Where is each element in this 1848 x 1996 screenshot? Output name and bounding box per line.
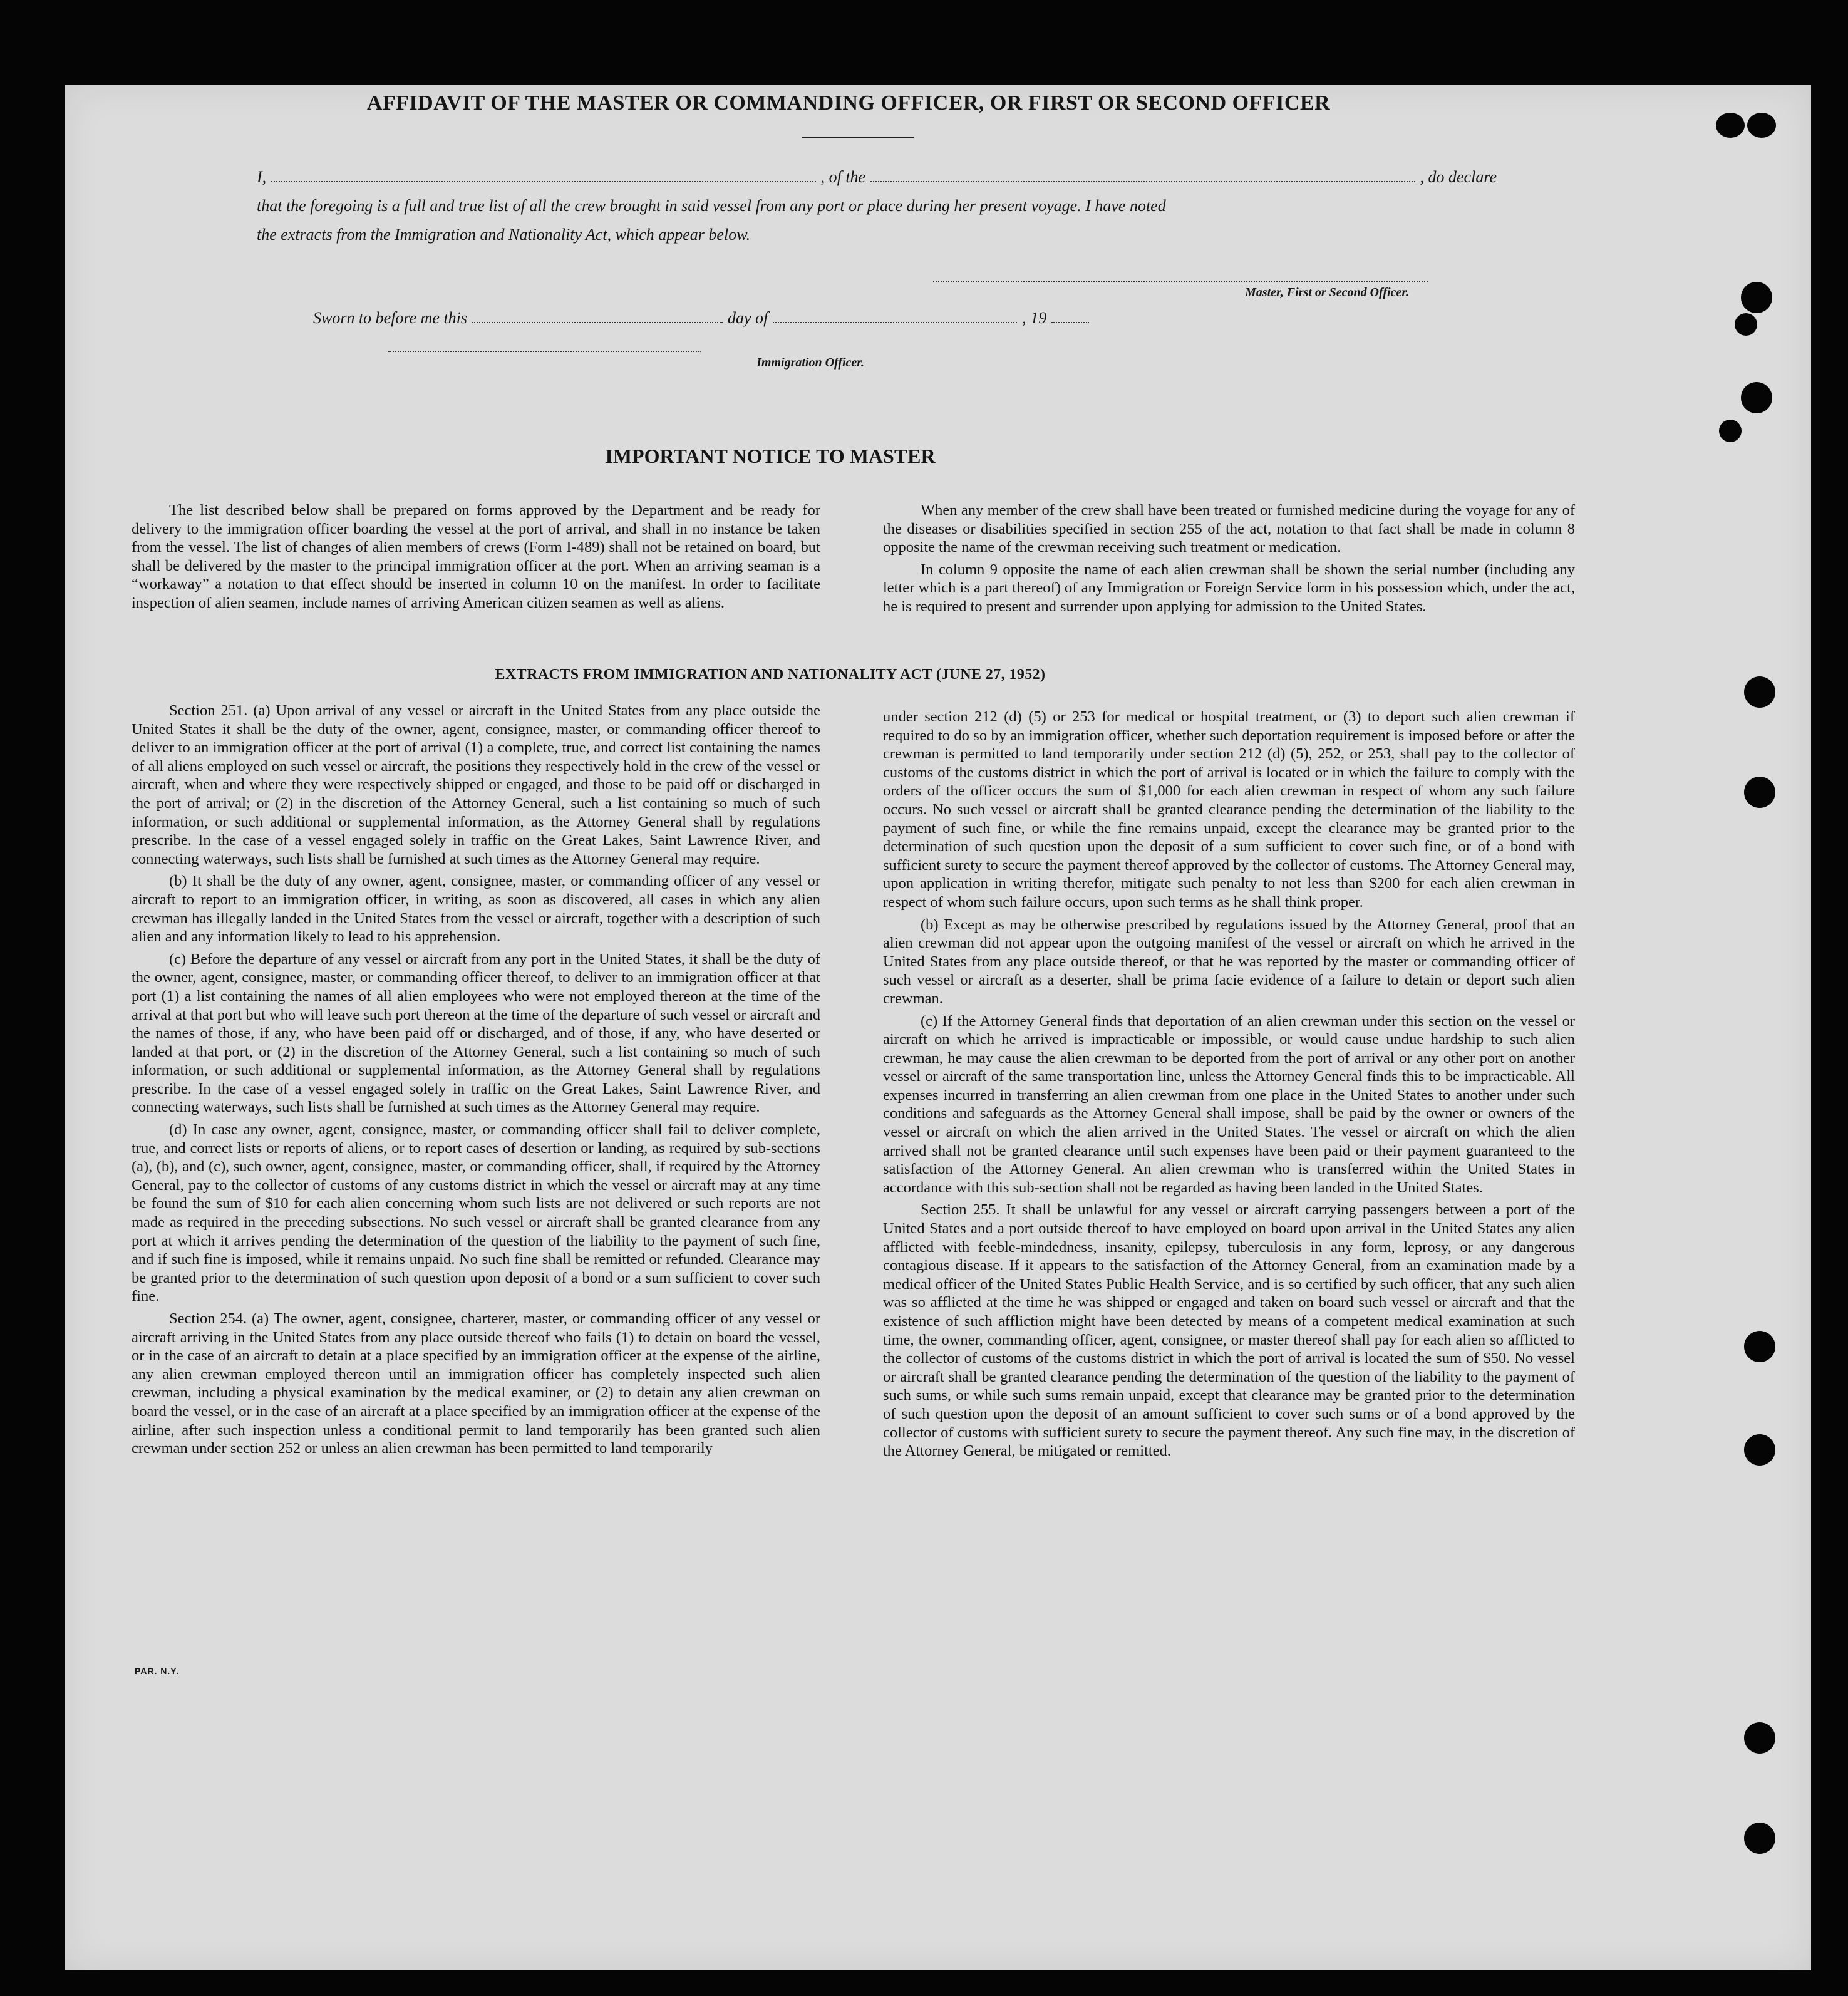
- declaration-of-the-label: , of the: [820, 168, 866, 186]
- extracts-left-column: [132, 701, 820, 1462]
- section-254a-continued: under section 212 (d) (5) or 253 for medical or hospital treatment, or (3) to deport such alien crewman if required to do so by an immigration officer, whether such deportation requirement is imposed before or after the crewman is permitted to land temporarily under section 212 (d) (5), 252, or 253, shall pay to the collector of customs of the customs district in which the port of arrival is located or in which the failure to comply with the orders of the officer occurs the sum of $1,000 for each alien crewman in respect of whom any such failure occurs. No such vessel or aircraft shall be granted clearance pending the determination of the liability to the payment of such fine, or while the fine remains unpaid, except the clearance may be granted prior to the determination of such question upon the deposit of a sum sufficient to cover such fine, or of a bond with sufficient surety to secure the payment thereof approved by the collector of customs. The Attorney General may, upon application in writing therefor, mitigate such penalty to not less than $200 for each alien crewman in respect of whom such failure occurs, upon such terms as he shall think proper.: [883, 708, 1575, 911]
- declaration-declare-label: , do declare: [1420, 168, 1497, 186]
- title-divider: [802, 137, 914, 138]
- punch-hole-icon: [1744, 1823, 1775, 1854]
- master-signature-field[interactable]: [933, 281, 1428, 282]
- notice-paragraph: The list described below shall be prepared on forms approved by the Department and be ready for delivery to the immigration officer boarding the vessel at the port of arrival, and shall in no instance be taken from the vessel. The list of changes of alien members of crews (Form I-489) shall not be retained on board, but shall be delivered by the master to the principal immigration officer at the port. When an arriving seaman is a “workaway” a notation to that effect should be inserted in column 10 on the manifest. In order to facilitate inspection of alien seamen, include names of arriving American citizen seamen as well as aliens.: [132, 502, 820, 611]
- punch-hole-icon: [1719, 420, 1742, 442]
- extracts-right-column: [883, 708, 1575, 1464]
- vessel-name-field[interactable]: [870, 165, 1415, 182]
- section-254c-paragraph: (c) If the Attorney General finds that deportation of an alien crewman under this section on the vessel or aircraft on which he arrived is impracticable or impossible, or would cause undue hardship to such alien crewman, he may cause the alien crewman to be deported from the port of arrival or any other port on another vessel or aircraft of the same transportation line, unless the Attorney General finds this to be impracticable. All expenses incurred in transferring an alien crewman from one place in the United States to another under such conditions and safeguards as the Attorney General shall impose, shall be paid by the owner or owners of the vessel or aircraft on which the alien arrived in the United States. The vessel or aircraft on which the alien arrived shall not be granted clearance until such expenses have been paid or their payment guaranteed to the satisfaction of the Attorney General. An alien crewman who is transferred within the United States in accordance with this sub-section shall not be regarded as having been landed in the United States.: [883, 1012, 1575, 1196]
- punch-hole-icon: [1747, 113, 1776, 138]
- notice-right-column: [883, 501, 1575, 620]
- section-251b-paragraph: (b) It shall be the duty of any owner, agent, consignee, master, or commanding officer of any vessel or aircraft to report to an immigration officer, in writing, as soon as discovered, all cases in which any alien crewman has illegally landed in the United States from the vessel or aircraft, together with a description of such alien and any information likely to lead to his apprehension.: [132, 872, 820, 946]
- punch-hole-icon: [1744, 1331, 1775, 1362]
- punch-hole-icon: [1744, 676, 1775, 708]
- immigration-officer-label: Immigration Officer.: [756, 356, 864, 370]
- sworn-year-field[interactable]: [1051, 307, 1089, 323]
- sworn-month-field[interactable]: [773, 307, 1017, 323]
- punch-hole-icon: [1716, 113, 1745, 138]
- sworn-day-of-label: day of: [728, 309, 768, 327]
- notice-left-column: [132, 501, 820, 616]
- printer-mark: PAR. N.Y.: [135, 1666, 179, 1676]
- punch-hole-icon: [1741, 282, 1772, 313]
- punch-hole-icon: [1741, 382, 1772, 413]
- section-255-paragraph: Section 255. It shall be unlawful for any vessel or aircraft carrying passengers between a port of the United States and a port outside thereof to have employed on board upon arrival in the United States any alien afflicted with feeble-mindedness, insanity, epilepsy, tuberculosis in any form, leprosy, or any dangerous contagious disease. If it appears to the satisfaction of the Attorney General, from an examination made by a medical officer of the United States Public Health Service, and is so certified by such officer, that any such alien was so afflicted at the time he was shipped or engaged and taken on board such vessel or aircraft and that the existence of such affliction might have been detected by means of a competent medical examination at such time, the owner, commanding officer, agent, consignee, or master thereof shall pay for each alien so afflicted to the collector of customs of the customs district in which the port of arrival is located the sum of $50. No vessel or aircraft shall be granted clearance pending the determination of the question of the liability to the payment of such sums, or while such sums remain unpaid, except that clearance may be granted prior to the determination of such question upon the deposit of an amount sufficient to cover such sums or of a bond approved by the collector of customs with sufficient surety to secure the payment thereof. Any such fine may, in the discretion of the Attorney General, be mitigated or remitted.: [883, 1201, 1575, 1460]
- notice-paragraph: In column 9 opposite the name of each alien crewman shall be shown the serial number (including any letter which is a part thereof) of any Immigration or Foreign Service form in his possession which, under the act, he is required to present and surrender upon applying for admission to the United States.: [883, 561, 1575, 615]
- sworn-day-field[interactable]: [472, 307, 723, 323]
- extracts-title: EXTRACTS FROM IMMIGRATION AND NATIONALITY ACT (JUNE 27, 1952): [495, 666, 1046, 683]
- sworn-label: Sworn to before me this: [313, 309, 468, 327]
- immigration-officer-signature-field[interactable]: [388, 351, 701, 352]
- affidavit-title: AFFIDAVIT OF THE MASTER OR COMMANDING OFFICER, OR FIRST OR SECOND OFFICER: [366, 91, 1331, 115]
- sworn-year-label: , 19: [1022, 309, 1047, 327]
- officer-name-field[interactable]: [271, 165, 815, 182]
- declaration-line-1: [257, 163, 1497, 192]
- section-254b-paragraph: (b) Except as may be otherwise prescribed by regulations issued by the Attorney General, proof that an alien crewman did not appear upon the outgoing manifest of the vessel or aircraft on which he arrived in the United States from any place outside thereof, or that he was reported by the master or commanding officer of such vessel or aircraft as a deserter, shall be prima facie evidence of a failure to detain or deport such alien crewman.: [883, 916, 1575, 1007]
- master-signature-label: Master, First or Second Officer.: [1245, 286, 1409, 299]
- section-251d-paragraph: (d) In case any owner, agent, consignee, master, or commanding officer shall fail to deliver complete, true, and correct lists or reports of aliens, or to report cases of desertion or landing, as required by sub-sections (a), (b), and (c), such owner, agent, consignee, master, or commanding officer, shall, if required by the Attorney General, pay to the collector of customs of any customs district in which the vessel or aircraft may at any time be found the sum of $10 for each alien concerning whom such lists are not delivered or such reports are not made as required in the preceding subsections. No such vessel or aircraft shall be granted clearance from any port at which it arrives pending the determination of the question of the liability to the payment of such fine, and if such fine is imposed, while it remains unpaid. No such fine shall be remitted or refunded. Clearance may be granted prior to the determination of such question upon deposit of a bond or a sum sufficient to cover such fine.: [132, 1121, 820, 1305]
- punch-hole-icon: [1744, 777, 1775, 808]
- section-251c-paragraph: (c) Before the departure of any vessel or aircraft from any port in the United States, it shall be the duty of the owner, agent, consignee, master, or commanding officer thereof, to deliver to an immigration officer at that port (1) a list containing the names of all alien employees who were not employed thereon at the time of the arrival at that port but who will leave such port thereon at the time of the departure of such vessel or aircraft and the names of those, if any, who have been paid off or discharged, and of those, if any, who have deserted or landed at that port, or (2) in the discretion of the Attorney General, such a list containing so much of such information, or such additional or supplemental information, as the Attorney General shall by regulations prescribe. In the case of a vessel engaged solely in traffic on the Great Lakes, Saint Lawrence River, and connecting waterways, such lists shall be furnished at such times as the Attorney General may require.: [132, 950, 820, 1116]
- notice-paragraph: When any member of the crew shall have been treated or furnished medicine during the voyage for any of the diseases or disabilities specified in section 255 of the act, notation to that fact shall be made in column 8 opposite the name of the crewman receiving such treatment or medication.: [883, 502, 1575, 556]
- section-251a-paragraph: Section 251. (a) Upon arrival of any vessel or aircraft in the United States from any place outside the United States it shall be the duty of the owner, agent, consignee, master, or commanding officer thereof to deliver to an immigration officer at the port of arrival (1) a complete, true, and correct list containing the names of all aliens employed on such vessel or aircraft, the positions they respectively hold in the crew of the vessel or aircraft, when and where they were respectively shipped or engaged, and those to be paid off or discharged in the port of arrival; or (2) in the discretion of the Attorney General, such a list containing so much of such information, or such additional or supplemental information, as the Attorney General shall by regulations prescribe. In the case of a vessel engaged solely in traffic on the Great Lakes, Saint Lawrence River, and connecting waterways, such lists shall be furnished at such times as the Attorney General may require.: [132, 702, 820, 867]
- declaration-line-2: that the foregoing is a full and true list of all the crew brought in said vessel from any port or place during her present voyage. I have noted: [257, 197, 1166, 215]
- declaration-i-label: I,: [257, 168, 267, 186]
- punch-hole-icon: [1744, 1722, 1775, 1754]
- punch-hole-icon: [1744, 1434, 1775, 1466]
- declaration-line-3: the extracts from the Immigration and Nationality Act, which appear below.: [257, 225, 751, 244]
- punch-hole-icon: [1735, 313, 1757, 336]
- notice-title: IMPORTANT NOTICE TO MASTER: [605, 445, 936, 467]
- declaration-block: [257, 163, 1497, 249]
- section-254a-paragraph: Section 254. (a) The owner, agent, consignee, charterer, master, or commanding officer of any vessel or aircraft arriving in the United States from any place outside thereof who fails (1) to detain on board the vessel, or in the case of an aircraft to detain at a place specified by an immigration officer at the expense of the airline, any alien crewman employed thereon until an immigration officer has completely inspected such alien crewman, including a physical examination by the medical examiner, or (2) to detain any alien crewman on board the vessel, or in the case of an aircraft at a place specified by an immigration officer at the expense of the airline, after such inspection unless a conditional permit to land temporarily has been granted such alien crewman under section 252 or unless an alien crewman has been permitted to land temporarily: [132, 1310, 820, 1457]
- sworn-line: [313, 307, 1221, 328]
